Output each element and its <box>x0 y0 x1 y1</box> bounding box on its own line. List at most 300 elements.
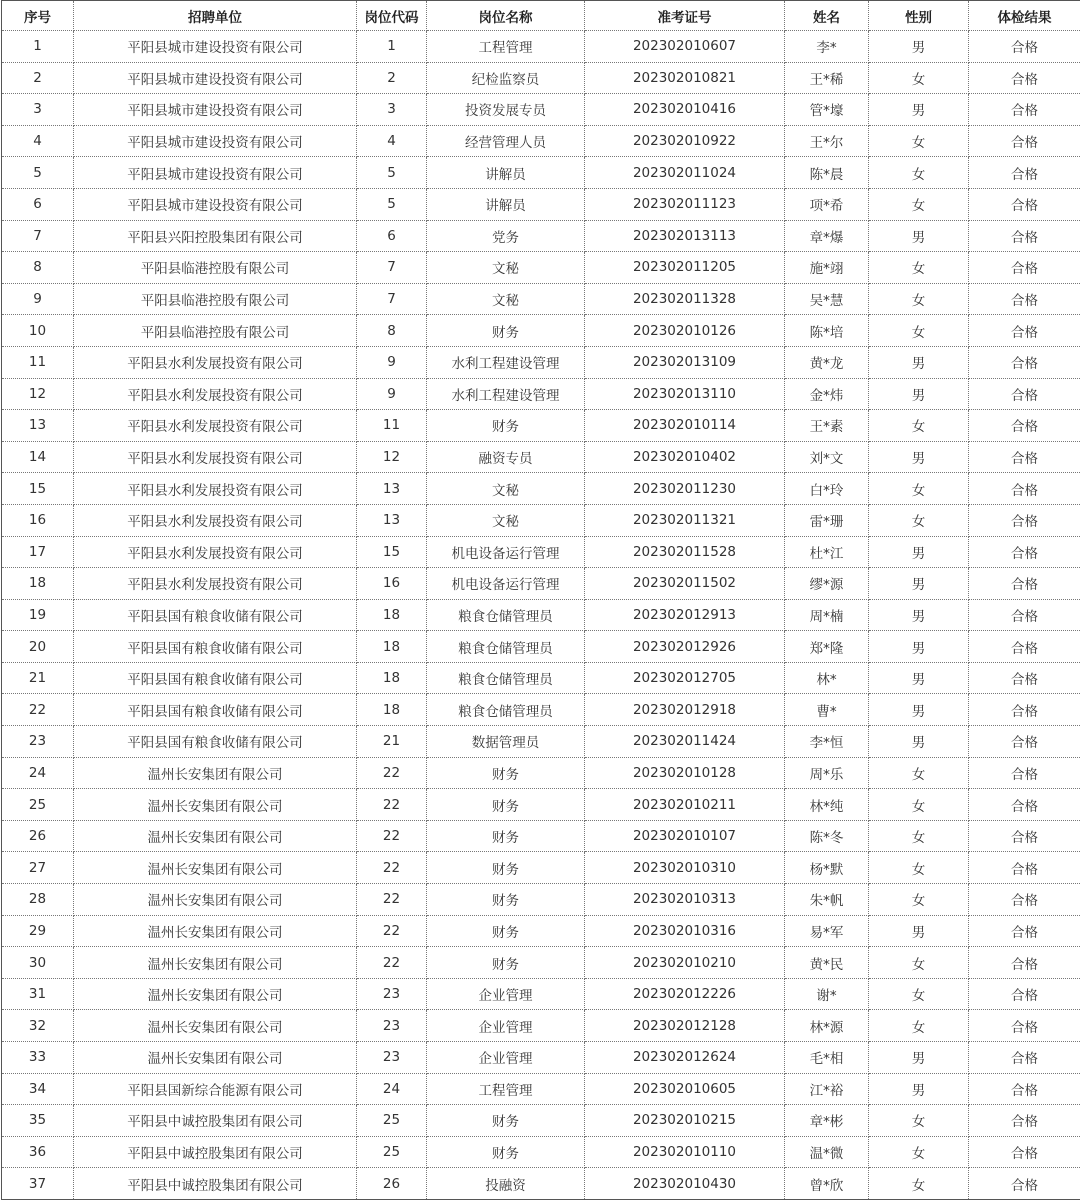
cell-recruiting-unit: 平阳县国有粮食收储有限公司 <box>74 631 357 663</box>
cell-exam-result: 合格 <box>969 726 1080 758</box>
cell-gender: 女 <box>869 504 969 536</box>
cell-ticket-number: 202302013109 <box>585 346 785 378</box>
table-row <box>2 1010 1080 1042</box>
cell-recruiting-unit: 平阳县水利发展投资有限公司 <box>74 568 357 600</box>
cell-index: 37 <box>2 1168 74 1200</box>
column-header-name: 姓名 <box>785 1 869 31</box>
cell-gender: 女 <box>869 947 969 979</box>
cell-position-code: 18 <box>357 631 427 663</box>
cell-position-title: 经营管理人员 <box>427 125 585 157</box>
cell-ticket-number: 202302010215 <box>585 1105 785 1137</box>
cell-recruiting-unit: 温州长安集团有限公司 <box>74 820 357 852</box>
cell-position-code: 22 <box>357 789 427 821</box>
cell-name: 谢* <box>785 978 869 1010</box>
cell-name: 王*素 <box>785 410 869 442</box>
cell-position-code: 3 <box>357 94 427 126</box>
cell-ticket-number: 202302012226 <box>585 978 785 1010</box>
cell-name: 陈*冬 <box>785 820 869 852</box>
cell-gender: 男 <box>869 1073 969 1105</box>
cell-position-code: 11 <box>357 410 427 442</box>
cell-exam-result: 合格 <box>969 188 1080 220</box>
cell-position-code: 9 <box>357 378 427 410</box>
cell-gender: 男 <box>869 915 969 947</box>
cell-ticket-number: 202302013113 <box>585 220 785 252</box>
cell-index: 16 <box>2 504 74 536</box>
cell-exam-result: 合格 <box>969 315 1080 347</box>
cell-ticket-number: 202302010605 <box>585 1073 785 1105</box>
cell-name: 王*尔 <box>785 125 869 157</box>
cell-ticket-number: 202302012705 <box>585 662 785 694</box>
cell-position-title: 水利工程建设管理 <box>427 378 585 410</box>
cell-name: 缪*源 <box>785 568 869 600</box>
cell-index: 22 <box>2 694 74 726</box>
cell-position-title: 企业管理 <box>427 978 585 1010</box>
cell-recruiting-unit: 平阳县中诚控股集团有限公司 <box>74 1136 357 1168</box>
cell-name: 周*乐 <box>785 757 869 789</box>
cell-exam-result: 合格 <box>969 978 1080 1010</box>
cell-position-code: 21 <box>357 726 427 758</box>
cell-recruiting-unit: 温州长安集团有限公司 <box>74 757 357 789</box>
cell-position-title: 融资专员 <box>427 441 585 473</box>
cell-gender: 男 <box>869 220 969 252</box>
cell-position-code: 13 <box>357 473 427 505</box>
cell-index: 5 <box>2 157 74 189</box>
cell-position-code: 18 <box>357 694 427 726</box>
cell-position-code: 7 <box>357 283 427 315</box>
cell-index: 31 <box>2 978 74 1010</box>
cell-gender: 女 <box>869 157 969 189</box>
cell-recruiting-unit: 平阳县城市建设投资有限公司 <box>74 157 357 189</box>
cell-name: 杨*默 <box>785 852 869 884</box>
cell-ticket-number: 202302012624 <box>585 1042 785 1074</box>
cell-name: 曹* <box>785 694 869 726</box>
cell-gender: 女 <box>869 283 969 315</box>
cell-ticket-number: 202302010821 <box>585 62 785 94</box>
cell-index: 7 <box>2 220 74 252</box>
cell-gender: 男 <box>869 694 969 726</box>
cell-exam-result: 合格 <box>969 757 1080 789</box>
cell-ticket-number: 202302011528 <box>585 536 785 568</box>
table-row <box>2 978 1080 1010</box>
table-row <box>2 346 1080 378</box>
cell-position-title: 财务 <box>427 820 585 852</box>
cell-position-code: 13 <box>357 504 427 536</box>
cell-position-title: 财务 <box>427 1136 585 1168</box>
cell-position-code: 9 <box>357 346 427 378</box>
cell-position-code: 23 <box>357 978 427 1010</box>
cell-recruiting-unit: 平阳县国有粮食收储有限公司 <box>74 662 357 694</box>
cell-exam-result: 合格 <box>969 473 1080 505</box>
table-row <box>2 62 1080 94</box>
cell-ticket-number: 202302010210 <box>585 947 785 979</box>
cell-exam-result: 合格 <box>969 252 1080 284</box>
cell-index: 3 <box>2 94 74 126</box>
cell-exam-result: 合格 <box>969 1010 1080 1042</box>
cell-name: 章*爆 <box>785 220 869 252</box>
cell-position-title: 机电设备运行管理 <box>427 536 585 568</box>
cell-ticket-number: 202302011024 <box>585 157 785 189</box>
cell-recruiting-unit: 温州长安集团有限公司 <box>74 947 357 979</box>
cell-recruiting-unit: 平阳县临港控股有限公司 <box>74 252 357 284</box>
cell-position-title: 粮食仓储管理员 <box>427 694 585 726</box>
cell-ticket-number: 202302011230 <box>585 473 785 505</box>
cell-recruiting-unit: 平阳县城市建设投资有限公司 <box>74 31 357 63</box>
table-row <box>2 726 1080 758</box>
cell-ticket-number: 202302010430 <box>585 1168 785 1200</box>
cell-gender: 女 <box>869 789 969 821</box>
cell-exam-result: 合格 <box>969 346 1080 378</box>
cell-position-code: 25 <box>357 1136 427 1168</box>
cell-index: 2 <box>2 62 74 94</box>
cell-name: 郑*隆 <box>785 631 869 663</box>
cell-gender: 男 <box>869 1042 969 1074</box>
cell-ticket-number: 202302010313 <box>585 884 785 916</box>
cell-index: 26 <box>2 820 74 852</box>
cell-exam-result: 合格 <box>969 283 1080 315</box>
cell-position-title: 工程管理 <box>427 31 585 63</box>
cell-exam-result: 合格 <box>969 915 1080 947</box>
cell-name: 李* <box>785 31 869 63</box>
cell-gender: 男 <box>869 378 969 410</box>
cell-name: 朱*帆 <box>785 884 869 916</box>
cell-ticket-number: 202302010107 <box>585 820 785 852</box>
cell-gender: 男 <box>869 346 969 378</box>
cell-position-code: 22 <box>357 915 427 947</box>
exam-results-table <box>1 0 1080 1200</box>
cell-ticket-number: 202302010126 <box>585 315 785 347</box>
cell-index: 1 <box>2 31 74 63</box>
cell-gender: 女 <box>869 188 969 220</box>
cell-ticket-number: 202302010110 <box>585 1136 785 1168</box>
cell-index: 23 <box>2 726 74 758</box>
cell-exam-result: 合格 <box>969 157 1080 189</box>
column-header-position-title: 岗位名称 <box>427 1 585 31</box>
cell-gender: 男 <box>869 441 969 473</box>
cell-ticket-number: 202302013110 <box>585 378 785 410</box>
cell-name: 林*纯 <box>785 789 869 821</box>
cell-index: 21 <box>2 662 74 694</box>
cell-gender: 女 <box>869 1136 969 1168</box>
table-row <box>2 1042 1080 1074</box>
cell-index: 30 <box>2 947 74 979</box>
cell-recruiting-unit: 平阳县城市建设投资有限公司 <box>74 94 357 126</box>
cell-position-title: 财务 <box>427 1105 585 1137</box>
cell-position-code: 22 <box>357 820 427 852</box>
cell-ticket-number: 202302010416 <box>585 94 785 126</box>
cell-position-title: 文秘 <box>427 473 585 505</box>
cell-recruiting-unit: 温州长安集团有限公司 <box>74 1042 357 1074</box>
cell-recruiting-unit: 平阳县国新综合能源有限公司 <box>74 1073 357 1105</box>
cell-index: 27 <box>2 852 74 884</box>
cell-exam-result: 合格 <box>969 662 1080 694</box>
table-row <box>2 504 1080 536</box>
cell-recruiting-unit: 温州长安集团有限公司 <box>74 852 357 884</box>
cell-recruiting-unit: 平阳县水利发展投资有限公司 <box>74 536 357 568</box>
table-row <box>2 315 1080 347</box>
cell-index: 11 <box>2 346 74 378</box>
cell-recruiting-unit: 温州长安集团有限公司 <box>74 915 357 947</box>
cell-exam-result: 合格 <box>969 504 1080 536</box>
cell-ticket-number: 202302012926 <box>585 631 785 663</box>
cell-exam-result: 合格 <box>969 220 1080 252</box>
table-row <box>2 220 1080 252</box>
cell-ticket-number: 202302010922 <box>585 125 785 157</box>
table-row <box>2 283 1080 315</box>
column-header-gender: 性别 <box>869 1 969 31</box>
cell-position-code: 26 <box>357 1168 427 1200</box>
cell-exam-result: 合格 <box>969 599 1080 631</box>
cell-index: 8 <box>2 252 74 284</box>
table-row <box>2 1073 1080 1105</box>
cell-position-title: 财务 <box>427 915 585 947</box>
cell-name: 杜*江 <box>785 536 869 568</box>
cell-index: 24 <box>2 757 74 789</box>
table-body <box>2 31 1080 1200</box>
cell-ticket-number: 202302012128 <box>585 1010 785 1042</box>
cell-position-title: 粮食仓储管理员 <box>427 662 585 694</box>
cell-index: 4 <box>2 125 74 157</box>
table-row <box>2 252 1080 284</box>
cell-exam-result: 合格 <box>969 1168 1080 1200</box>
cell-exam-result: 合格 <box>969 62 1080 94</box>
cell-recruiting-unit: 平阳县水利发展投资有限公司 <box>74 378 357 410</box>
cell-position-code: 4 <box>357 125 427 157</box>
table-row <box>2 1136 1080 1168</box>
cell-gender: 女 <box>869 978 969 1010</box>
cell-name: 雷*珊 <box>785 504 869 536</box>
cell-position-title: 财务 <box>427 947 585 979</box>
cell-recruiting-unit: 平阳县水利发展投资有限公司 <box>74 346 357 378</box>
cell-position-code: 18 <box>357 599 427 631</box>
column-header-exam-result: 体检结果 <box>969 1 1080 31</box>
cell-exam-result: 合格 <box>969 694 1080 726</box>
cell-index: 36 <box>2 1136 74 1168</box>
cell-gender: 女 <box>869 315 969 347</box>
cell-position-code: 6 <box>357 220 427 252</box>
cell-recruiting-unit: 平阳县国有粮食收储有限公司 <box>74 726 357 758</box>
cell-position-title: 文秘 <box>427 283 585 315</box>
table-row <box>2 662 1080 694</box>
cell-name: 管*壕 <box>785 94 869 126</box>
cell-exam-result: 合格 <box>969 568 1080 600</box>
table-row <box>2 599 1080 631</box>
cell-position-title: 财务 <box>427 410 585 442</box>
cell-index: 10 <box>2 315 74 347</box>
cell-name: 温*微 <box>785 1136 869 1168</box>
table-row <box>2 410 1080 442</box>
cell-index: 13 <box>2 410 74 442</box>
cell-name: 江*裕 <box>785 1073 869 1105</box>
cell-recruiting-unit: 温州长安集团有限公司 <box>74 1010 357 1042</box>
cell-recruiting-unit: 平阳县水利发展投资有限公司 <box>74 410 357 442</box>
cell-gender: 男 <box>869 726 969 758</box>
cell-position-code: 5 <box>357 188 427 220</box>
cell-recruiting-unit: 平阳县水利发展投资有限公司 <box>74 504 357 536</box>
cell-exam-result: 合格 <box>969 441 1080 473</box>
table-row <box>2 94 1080 126</box>
cell-position-title: 工程管理 <box>427 1073 585 1105</box>
cell-recruiting-unit: 平阳县兴阳控股集团有限公司 <box>74 220 357 252</box>
table-row <box>2 536 1080 568</box>
cell-index: 28 <box>2 884 74 916</box>
cell-ticket-number: 202302012913 <box>585 599 785 631</box>
cell-exam-result: 合格 <box>969 789 1080 821</box>
cell-index: 33 <box>2 1042 74 1074</box>
cell-position-title: 水利工程建设管理 <box>427 346 585 378</box>
cell-position-title: 企业管理 <box>427 1042 585 1074</box>
cell-position-title: 投融资 <box>427 1168 585 1200</box>
cell-ticket-number: 202302011424 <box>585 726 785 758</box>
cell-ticket-number: 202302010211 <box>585 789 785 821</box>
cell-position-code: 22 <box>357 757 427 789</box>
cell-gender: 男 <box>869 568 969 600</box>
cell-recruiting-unit: 平阳县水利发展投资有限公司 <box>74 441 357 473</box>
cell-recruiting-unit: 平阳县国有粮食收储有限公司 <box>74 694 357 726</box>
cell-exam-result: 合格 <box>969 1136 1080 1168</box>
cell-position-code: 22 <box>357 884 427 916</box>
cell-recruiting-unit: 平阳县城市建设投资有限公司 <box>74 62 357 94</box>
cell-exam-result: 合格 <box>969 410 1080 442</box>
cell-name: 林*源 <box>785 1010 869 1042</box>
cell-index: 18 <box>2 568 74 600</box>
cell-exam-result: 合格 <box>969 852 1080 884</box>
cell-position-title: 财务 <box>427 757 585 789</box>
table-row <box>2 694 1080 726</box>
cell-name: 吴*慧 <box>785 283 869 315</box>
cell-ticket-number: 202302010310 <box>585 852 785 884</box>
cell-position-title: 企业管理 <box>427 1010 585 1042</box>
table-row <box>2 568 1080 600</box>
cell-position-title: 粮食仓储管理员 <box>427 599 585 631</box>
cell-name: 曾*欣 <box>785 1168 869 1200</box>
cell-position-code: 24 <box>357 1073 427 1105</box>
cell-ticket-number: 202302012918 <box>585 694 785 726</box>
cell-index: 35 <box>2 1105 74 1137</box>
cell-position-code: 8 <box>357 315 427 347</box>
cell-name: 金*炜 <box>785 378 869 410</box>
table-row <box>2 915 1080 947</box>
cell-ticket-number: 202302011328 <box>585 283 785 315</box>
cell-gender: 女 <box>869 62 969 94</box>
cell-recruiting-unit: 平阳县城市建设投资有限公司 <box>74 125 357 157</box>
cell-name: 陈*晨 <box>785 157 869 189</box>
cell-position-title: 讲解员 <box>427 188 585 220</box>
header-row <box>2 1 1080 31</box>
cell-position-title: 投资发展专员 <box>427 94 585 126</box>
cell-ticket-number: 202302011502 <box>585 568 785 600</box>
column-header-index: 序号 <box>2 1 74 31</box>
cell-index: 29 <box>2 915 74 947</box>
cell-position-title: 财务 <box>427 884 585 916</box>
table-row <box>2 884 1080 916</box>
cell-exam-result: 合格 <box>969 631 1080 663</box>
cell-recruiting-unit: 平阳县临港控股有限公司 <box>74 315 357 347</box>
cell-index: 17 <box>2 536 74 568</box>
cell-gender: 男 <box>869 31 969 63</box>
cell-position-title: 机电设备运行管理 <box>427 568 585 600</box>
cell-gender: 男 <box>869 662 969 694</box>
cell-position-title: 粮食仓储管理员 <box>427 631 585 663</box>
cell-ticket-number: 202302011123 <box>585 188 785 220</box>
cell-position-code: 1 <box>357 31 427 63</box>
table-row <box>2 789 1080 821</box>
cell-recruiting-unit: 温州长安集团有限公司 <box>74 789 357 821</box>
column-header-recruiting-unit: 招聘单位 <box>74 1 357 31</box>
table-row <box>2 820 1080 852</box>
cell-exam-result: 合格 <box>969 820 1080 852</box>
cell-exam-result: 合格 <box>969 1042 1080 1074</box>
cell-gender: 女 <box>869 1105 969 1137</box>
table-row <box>2 947 1080 979</box>
cell-recruiting-unit: 平阳县城市建设投资有限公司 <box>74 188 357 220</box>
cell-recruiting-unit: 温州长安集团有限公司 <box>74 884 357 916</box>
cell-position-code: 25 <box>357 1105 427 1137</box>
cell-name: 章*彬 <box>785 1105 869 1137</box>
cell-gender: 男 <box>869 94 969 126</box>
cell-name: 白*玲 <box>785 473 869 505</box>
cell-name: 易*军 <box>785 915 869 947</box>
table-row <box>2 441 1080 473</box>
cell-ticket-number: 202302010114 <box>585 410 785 442</box>
cell-exam-result: 合格 <box>969 378 1080 410</box>
cell-ticket-number: 202302011205 <box>585 252 785 284</box>
cell-position-title: 讲解员 <box>427 157 585 189</box>
cell-gender: 女 <box>869 757 969 789</box>
cell-index: 6 <box>2 188 74 220</box>
table-row <box>2 125 1080 157</box>
table-row <box>2 378 1080 410</box>
cell-name: 刘*文 <box>785 441 869 473</box>
cell-ticket-number: 202302010316 <box>585 915 785 947</box>
column-header-position-code: 岗位代码 <box>357 1 427 31</box>
cell-name: 项*希 <box>785 188 869 220</box>
cell-gender: 女 <box>869 473 969 505</box>
cell-index: 15 <box>2 473 74 505</box>
cell-position-title: 数据管理员 <box>427 726 585 758</box>
cell-gender: 男 <box>869 599 969 631</box>
cell-name: 黄*民 <box>785 947 869 979</box>
cell-name: 林* <box>785 662 869 694</box>
cell-index: 19 <box>2 599 74 631</box>
cell-position-title: 纪检监察员 <box>427 62 585 94</box>
cell-index: 14 <box>2 441 74 473</box>
cell-ticket-number: 202302011321 <box>585 504 785 536</box>
cell-position-code: 15 <box>357 536 427 568</box>
cell-index: 12 <box>2 378 74 410</box>
table-row <box>2 631 1080 663</box>
cell-position-code: 12 <box>357 441 427 473</box>
cell-ticket-number: 202302010402 <box>585 441 785 473</box>
cell-position-code: 16 <box>357 568 427 600</box>
cell-ticket-number: 202302010607 <box>585 31 785 63</box>
table-row <box>2 473 1080 505</box>
cell-gender: 女 <box>869 1010 969 1042</box>
cell-name: 陈*培 <box>785 315 869 347</box>
cell-index: 34 <box>2 1073 74 1105</box>
cell-gender: 女 <box>869 410 969 442</box>
cell-exam-result: 合格 <box>969 125 1080 157</box>
cell-position-code: 2 <box>357 62 427 94</box>
cell-gender: 女 <box>869 820 969 852</box>
cell-name: 周*楠 <box>785 599 869 631</box>
cell-gender: 女 <box>869 125 969 157</box>
cell-index: 20 <box>2 631 74 663</box>
cell-position-title: 文秘 <box>427 504 585 536</box>
cell-index: 9 <box>2 283 74 315</box>
table-row <box>2 757 1080 789</box>
cell-recruiting-unit: 平阳县中诚控股集团有限公司 <box>74 1105 357 1137</box>
cell-position-title: 党务 <box>427 220 585 252</box>
